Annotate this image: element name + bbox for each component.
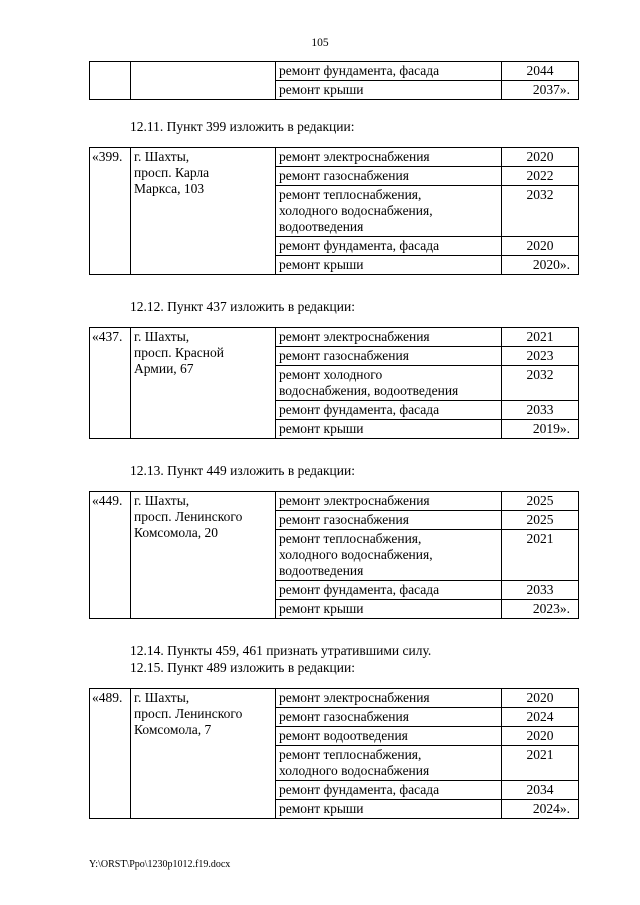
year-cell: 2021 — [502, 328, 579, 347]
address-cell: г. Шахты, просп. Красной Армии, 67 — [131, 328, 276, 439]
year-cell: 2021 — [502, 530, 579, 581]
section-heading: 12.12. Пункт 437 изложить в редакции: — [130, 299, 355, 314]
section-heading: 12.15. Пункт 489 изложить в редакции: — [130, 660, 355, 675]
item-number-cell: «437. — [90, 328, 131, 439]
work-cell: ремонт фундамента, фасада — [276, 401, 502, 420]
work-cell: ремонт крыши — [276, 600, 502, 619]
year-cell: 2033 — [502, 401, 579, 420]
work-cell: ремонт электроснабжения — [276, 689, 502, 708]
year-cell: 2020 — [502, 148, 579, 167]
work-cell: ремонт газоснабжения — [276, 708, 502, 727]
page-number: 105 — [311, 37, 329, 49]
year-cell: 2024». — [502, 800, 579, 819]
table-row — [90, 492, 579, 511]
work-cell: ремонт электроснабжения — [276, 328, 502, 347]
work-cell: ремонт электроснабжения — [276, 492, 502, 511]
year-cell: 2037». — [502, 81, 579, 100]
work-cell: ремонт теплоснабжения, холодного водоснабжения, водоотведения — [276, 186, 502, 237]
work-cell: ремонт газоснабжения — [276, 167, 502, 186]
table-item-399 — [89, 147, 579, 275]
section-heading: 12.13. Пункт 449 изложить в редакции: — [130, 463, 355, 478]
work-cell: ремонт фундамента, фасада — [276, 581, 502, 600]
year-cell: 2020». — [502, 256, 579, 275]
work-cell: ремонт крыши — [276, 420, 502, 439]
year-cell: 2020 — [502, 237, 579, 256]
work-cell: ремонт теплоснабжения, холодного водоснабжения, водоотведения — [276, 530, 502, 581]
item-number-cell — [90, 62, 131, 100]
work-cell: ремонт холодного водоснабжения, водоотведения — [276, 366, 502, 401]
year-cell: 2022 — [502, 167, 579, 186]
address-cell — [131, 62, 276, 100]
table-row — [90, 689, 579, 708]
work-cell: ремонт крыши — [276, 81, 502, 100]
year-cell: 2032 — [502, 366, 579, 401]
year-cell: 2024 — [502, 708, 579, 727]
work-cell: ремонт электроснабжения — [276, 148, 502, 167]
table-row — [90, 148, 579, 167]
year-cell: 2034 — [502, 781, 579, 800]
table-item-489 — [89, 688, 579, 819]
year-cell: 2021 — [502, 746, 579, 781]
year-cell: 2020 — [502, 689, 579, 708]
year-cell: 2044 — [502, 62, 579, 81]
year-cell: 2025 — [502, 511, 579, 530]
address-cell: г. Шахты, просп. Ленинского Комсомола, 20 — [131, 492, 276, 619]
address-cell: г. Шахты, просп. Ленинского Комсомола, 7 — [131, 689, 276, 819]
work-cell: ремонт фундамента, фасада — [276, 781, 502, 800]
year-cell: 2033 — [502, 581, 579, 600]
item-number-cell: «489. — [90, 689, 131, 819]
work-cell: ремонт фундамента, фасада — [276, 62, 502, 81]
work-cell: ремонт крыши — [276, 800, 502, 819]
work-cell: ремонт водоотведения — [276, 727, 502, 746]
address-cell: г. Шахты, просп. Карла Маркса, 103 — [131, 148, 276, 275]
year-cell: 2025 — [502, 492, 579, 511]
work-cell: ремонт газоснабжения — [276, 511, 502, 530]
table-continuation — [89, 61, 579, 100]
year-cell: 2023 — [502, 347, 579, 366]
work-cell: ремонт теплоснабжения, холодного водоснабжения — [276, 746, 502, 781]
item-number-cell: «449. — [90, 492, 131, 619]
table-item-449 — [89, 491, 579, 619]
table-item-437 — [89, 327, 579, 439]
item-number-cell: «399. — [90, 148, 131, 275]
section-heading: 12.14. Пункты 459, 461 признать утратившими силу. — [130, 643, 432, 658]
work-cell: ремонт фундамента, фасада — [276, 237, 502, 256]
year-cell: 2019». — [502, 420, 579, 439]
table-row — [90, 328, 579, 347]
year-cell: 2020 — [502, 727, 579, 746]
year-cell: 2023». — [502, 600, 579, 619]
file-path-footer: Y:\ORST\Ppo\1230p1012.f19.docx — [89, 859, 231, 870]
year-cell: 2032 — [502, 186, 579, 237]
section-heading: 12.11. Пункт 399 изложить в редакции: — [130, 119, 355, 134]
table-row — [90, 62, 579, 81]
work-cell: ремонт газоснабжения — [276, 347, 502, 366]
work-cell: ремонт крыши — [276, 256, 502, 275]
